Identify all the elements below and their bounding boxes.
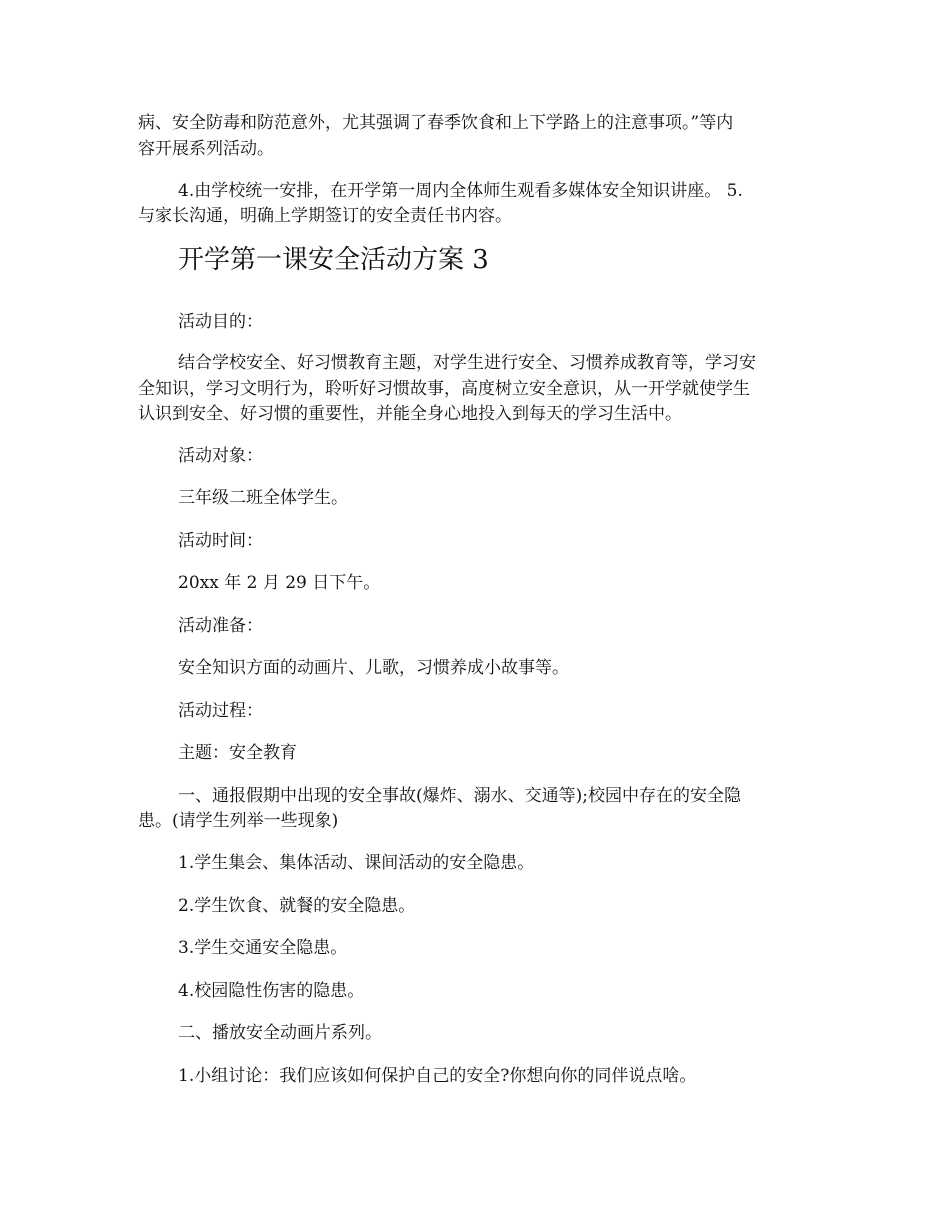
intro-item4-line-1: 4.由学校统一安排，在开学第一周内全体师生观看多媒体安全知识讲座。 5. xyxy=(178,181,743,201)
discussion-text: 1.小组讨论：我们应该如何保护自己的安全?你想向你的同伴说点啥。 xyxy=(178,1066,697,1086)
theme-text: 主题：安全教育 xyxy=(178,743,297,763)
goal-text-line-1: 结合学校安全、好习惯教育主题，对学生进行安全、习惯养成教育等，学习安 xyxy=(178,353,756,373)
section-title: 开学第一课安全活动方案 3 xyxy=(178,245,489,275)
goal-text-line-2: 全知识，学习文明行为，聆听好习惯故事，高度树立安全意识，从一开学就使学生 xyxy=(138,379,750,399)
part2-text: 二、播放安全动画片系列。 xyxy=(178,1023,382,1043)
list-item: 4.校园隐性伤害的隐患。 xyxy=(178,981,365,1001)
time-label: 活动时间： xyxy=(178,531,263,551)
target-text: 三年级二班全体学生。 xyxy=(178,488,348,508)
list-item: 3.学生交通安全隐患。 xyxy=(178,938,348,958)
prep-text: 安全知识方面的动画片、儿歌，习惯养成小故事等。 xyxy=(178,658,569,678)
part1-line-2: 患。(请学生列举一些现象) xyxy=(138,811,339,831)
goal-text-line-3: 认识到安全、好习惯的重要性，并能全身心地投入到每天的学习生活中。 xyxy=(138,404,682,424)
list-item: 1.学生集会、集体活动、课间活动的安全隐患。 xyxy=(178,853,535,873)
list-item: 2.学生饮食、就餐的安全隐患。 xyxy=(178,896,416,916)
intro-line-1: 病、安全防毒和防范意外，尤其强调了春季饮食和上下学路上的注意事项。”等内 xyxy=(138,113,734,133)
intro-item4-line-2: 与家长沟通，明确上学期签订的安全责任书内容。 xyxy=(138,206,512,226)
prep-label: 活动准备： xyxy=(178,616,263,636)
intro-line-2: 容开展系列活动。 xyxy=(138,139,274,159)
time-text: 20xx 年 2 月 29 日下午。 xyxy=(178,573,381,593)
process-label: 活动过程： xyxy=(178,701,263,721)
target-label: 活动对象： xyxy=(178,446,263,466)
goal-label: 活动目的： xyxy=(178,312,263,332)
part1-line-1: 一、通报假期中出现的安全事故(爆炸、溺水、交通等);校园中存在的安全隐 xyxy=(178,786,741,806)
